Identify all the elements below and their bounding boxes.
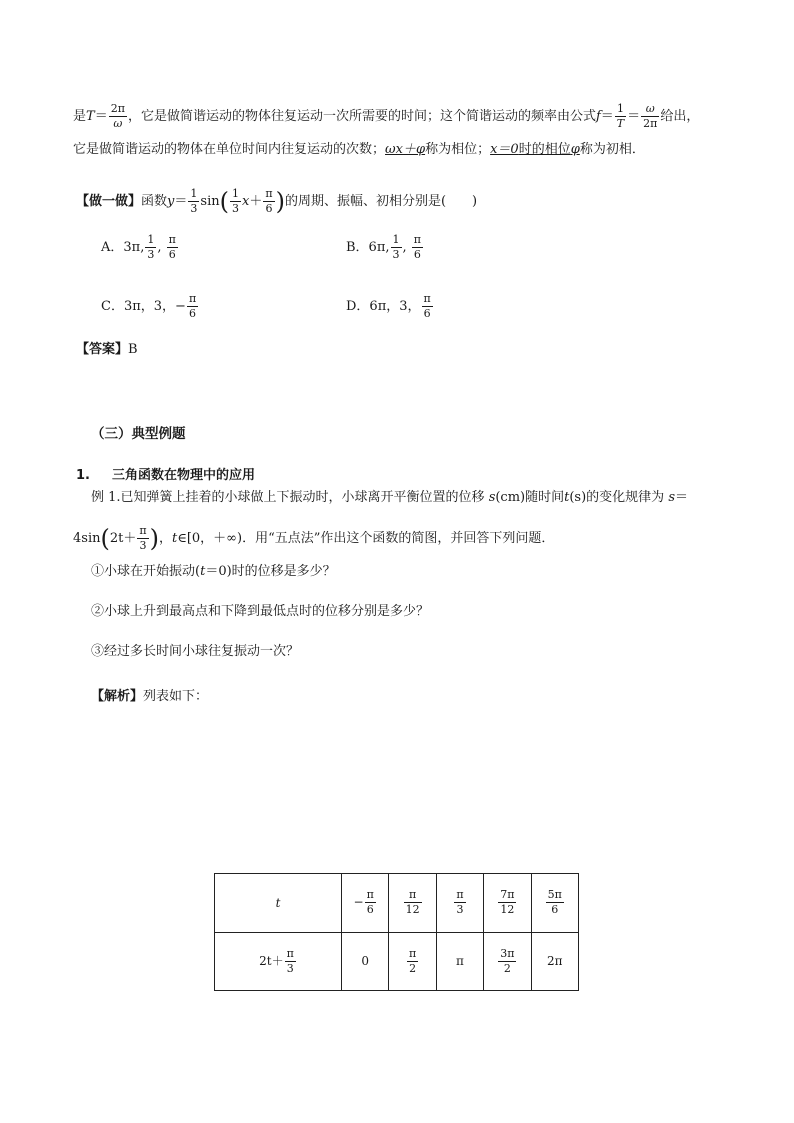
example-line-1: 例 1.已知弹簧上挂着的小球做上下振动时，小球离开平衡位置的位移 s(cm)随时间t(s)的变化规律为 s＝ (91, 490, 689, 505)
answer-value: B (128, 342, 138, 357)
intro-line-2: 它是做简谐运动的物体在单位时间内往复运动的次数；ωx＋φ称为相位；x＝0时的相位φ称为初相． (73, 142, 645, 157)
analysis: 【解析】列表如下： (91, 689, 209, 704)
question-2: ②小球上升到最高点和下降到最低点时的位移分别是多少？ (91, 604, 430, 619)
table-cell: $\frac{\pi}{2}$ (389, 932, 436, 991)
table-row (215, 932, 579, 991)
table-cell: $\frac{3\pi}{2}$ (484, 932, 531, 991)
fraction-2pi-over-omega: $\frac{2\pi}{\omega}$ (110, 102, 125, 130)
try-it-question: 【做一做】函数y＝ $\frac{1}{3}$ sin( $\frac{1}{3}$ x＋ $\frac{\pi}{6}$ )的周期、振幅、初相分别是( ) (76, 187, 478, 216)
table-cell: π (436, 932, 483, 991)
option-d: D．6π，3， $\frac{\pi}{6}$ (346, 292, 431, 320)
table-cell: $\frac{7\pi}{12}$ (484, 874, 531, 933)
topic-heading: 1. 三角函数在物理中的应用 (76, 468, 255, 483)
table-cell: $\frac{\pi}{12}$ (389, 874, 436, 933)
intro-line-1: 是T＝ $\frac{2\pi}{\omega}$ ，它是做简谐运动的物体往复运动一次所需要的时间；这个简谐运动的频率由公式f＝ $\frac{1}{T}$ ＝ $\frac{\omega}{2\pi}$ 给出， (73, 102, 700, 130)
option-b: B．6π, $\frac{1}{3}$ , $\frac{\pi}{6}$ (346, 233, 422, 261)
initial-phase-clause: x＝0时的相位φ (490, 142, 580, 157)
row-label-t: t (215, 874, 342, 933)
answer (76, 340, 138, 360)
question-1: ①小球在开始振动(t＝0)时的位移是多少？ (91, 564, 336, 579)
example-line-2: 4sin(2t＋ $\frac{\pi}{3}$ )，t∈[0，＋∞)．用“五点法”作出这个函数的简图，并回答下列问题． (73, 524, 555, 553)
table-row (215, 874, 579, 933)
values-table (214, 873, 579, 991)
row-label-2t-plus-pi-over-3: 2t＋ $\frac{\pi}{3}$ (215, 932, 342, 991)
option-c: C．3π，3，− $\frac{\pi}{6}$ (101, 292, 197, 320)
fraction-omega-over-2pi: $\frac{\omega}{2\pi}$ (643, 102, 658, 130)
try-it-label: 【做一做】 (76, 194, 142, 209)
question-3: ③经过多长时间小球往复振动一次？ (91, 644, 300, 659)
table-cell: $\frac{5\pi}{6}$ (531, 874, 578, 933)
table-cell: 2π (531, 932, 578, 991)
table-cell: 0 (342, 932, 389, 991)
table-cell: − $\frac{\pi}{6}$ (342, 874, 389, 933)
section-title: （三）典型例题 (91, 426, 186, 442)
fraction-1-over-T: $\frac{1}{T}$ (616, 102, 625, 130)
answer-label: 【答案】 (76, 342, 129, 357)
analysis-label: 【解析】 (91, 689, 144, 704)
phase-expression: ωx＋φ (385, 142, 426, 157)
option-a: A．3π, $\frac{1}{3}$ , $\frac{\pi}{6}$ (101, 233, 176, 261)
table-cell: $\frac{\pi}{3}$ (436, 874, 483, 933)
